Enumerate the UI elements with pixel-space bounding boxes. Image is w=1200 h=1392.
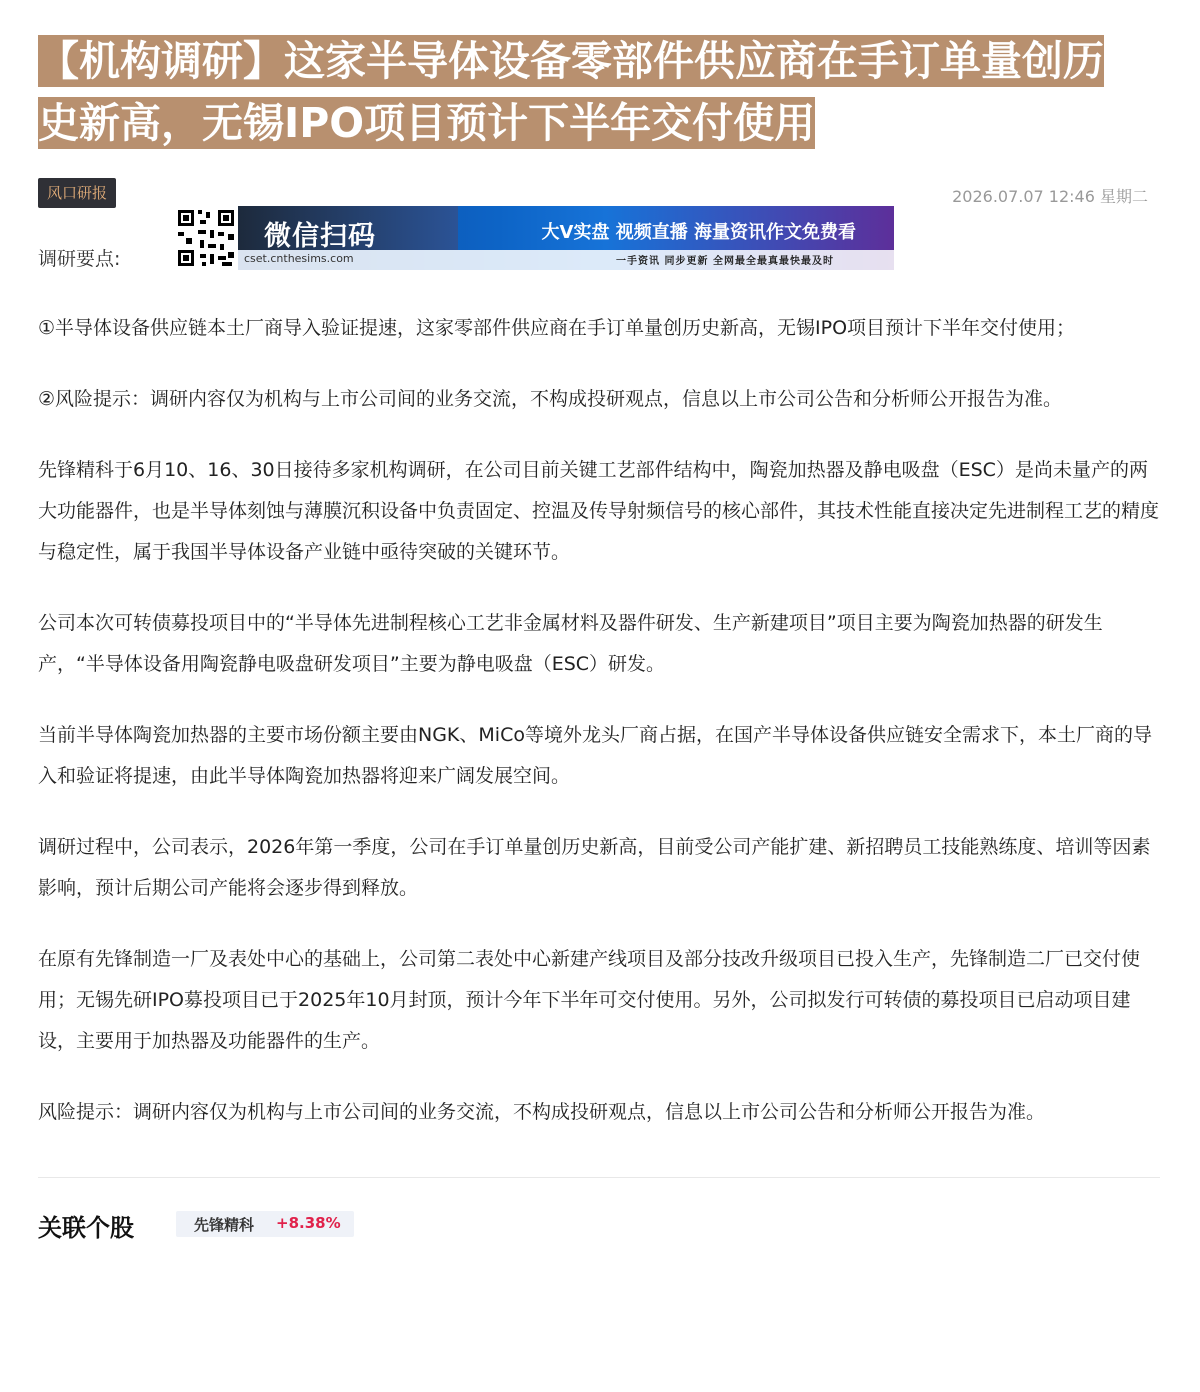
related-stocks: [38, 1206, 1160, 1246]
stock-chip[interactable]: [176, 1211, 354, 1237]
paragraph: ①半导体设备供应链本土厂商导入验证提速，这家零部件供应商在手订单量创历史新高，无锡IPO项目预计下半年交付使用；: [38, 317, 1076, 339]
stock-name: 先锋精科: [194, 1216, 255, 1234]
section-divider: [38, 1177, 1160, 1178]
stock-change: +8.38%: [276, 1214, 341, 1232]
paragraph: 在原有先锋制造一厂及表处中心的基础上，公司第二表处中心新建产线项目及部分技改升级项目已投入生产，先锋制造二厂已交付使用；无锡先研IPO募投项目已于2025年10月封顶，预计今年下半年可交付使用。另外，公司拟发行可转债的募投项目已启动项目建设，主要用于加热器及功能器件的生产。: [38, 948, 1141, 1052]
paragraph: 调研过程中，公司表示，2026年第一季度，公司在手订单量创历史新高，目前受公司产能扩建、新招聘员工技能熟练度、培训等因素影响，预计后期公司产能将会逐步得到释放。: [38, 836, 1151, 899]
promo-banner[interactable]: [174, 206, 894, 270]
article-page: [38, 30, 1160, 1242]
article-title: [38, 30, 1160, 154]
paragraph: ②风险提示：调研内容仅为机构与上市公司间的业务交流，不构成投研观点，信息以上市公司公告和分析师公开报告为准。: [38, 388, 1063, 410]
paragraph: 公司本次可转债募投项目中的“半导体先进制程核心工艺非金属材料及器件研发、生产新建项目”项目主要为陶瓷加热器的研发生产，“半导体设备用陶瓷静电吸盘研发项目”主要为静电吸盘（ESC）研发。: [38, 612, 1103, 675]
paragraph: 风险提示：调研内容仅为机构与上市公司间的业务交流，不构成投研观点，信息以上市公司公告和分析师公开报告为准。: [38, 1101, 1046, 1123]
title-line-2: 史新高，无锡IPO项目预计下半年交付使用: [38, 99, 816, 147]
banner-url: cset.cnthesims.com: [244, 252, 354, 265]
paragraph: 先锋精科于6月10、16、30日接待多家机构调研，在公司目前关键工艺部件结构中，陶瓷加热器及静电吸盘（ESC）是尚未量产的两大功能器件，也是半导体刻蚀与薄膜沉积设备中负责固定、控温及传导射频信号的核心部件，其技术性能直接决定先进制程工艺的精度与稳定性，属于我国半导体设备产业链中亟待突破的关键环节。: [38, 459, 1160, 563]
banner-scan-text: 微信扫码: [264, 221, 376, 252]
paragraph: 当前半导体陶瓷加热器的主要市场份额主要由NGK、MiCo等境外龙头厂商占据，在国产半导体设备供应链安全需求下，本土厂商的导入和验证将提速，由此半导体陶瓷加热器将迎来广阔发展空间。: [38, 724, 1152, 787]
banner-subline: 一手资讯 同步更新 全网最全最真最快最及时: [616, 256, 834, 267]
key-points-label: 调研要点:: [38, 248, 121, 270]
banner-promo-text: 大V实盘 视频直播 海量资讯作文免费看: [541, 222, 856, 243]
article-body: [38, 308, 1160, 1163]
qr-code-icon: [174, 206, 238, 270]
publish-date: 2026.07.07 12:46 星期二: [952, 187, 1148, 206]
category-tag[interactable]: 风口研报: [38, 178, 116, 208]
related-stocks-title: 关联个股: [38, 1214, 134, 1242]
title-line-1: 【机构调研】这家半导体设备零部件供应商在手订单量创历: [38, 37, 1104, 85]
